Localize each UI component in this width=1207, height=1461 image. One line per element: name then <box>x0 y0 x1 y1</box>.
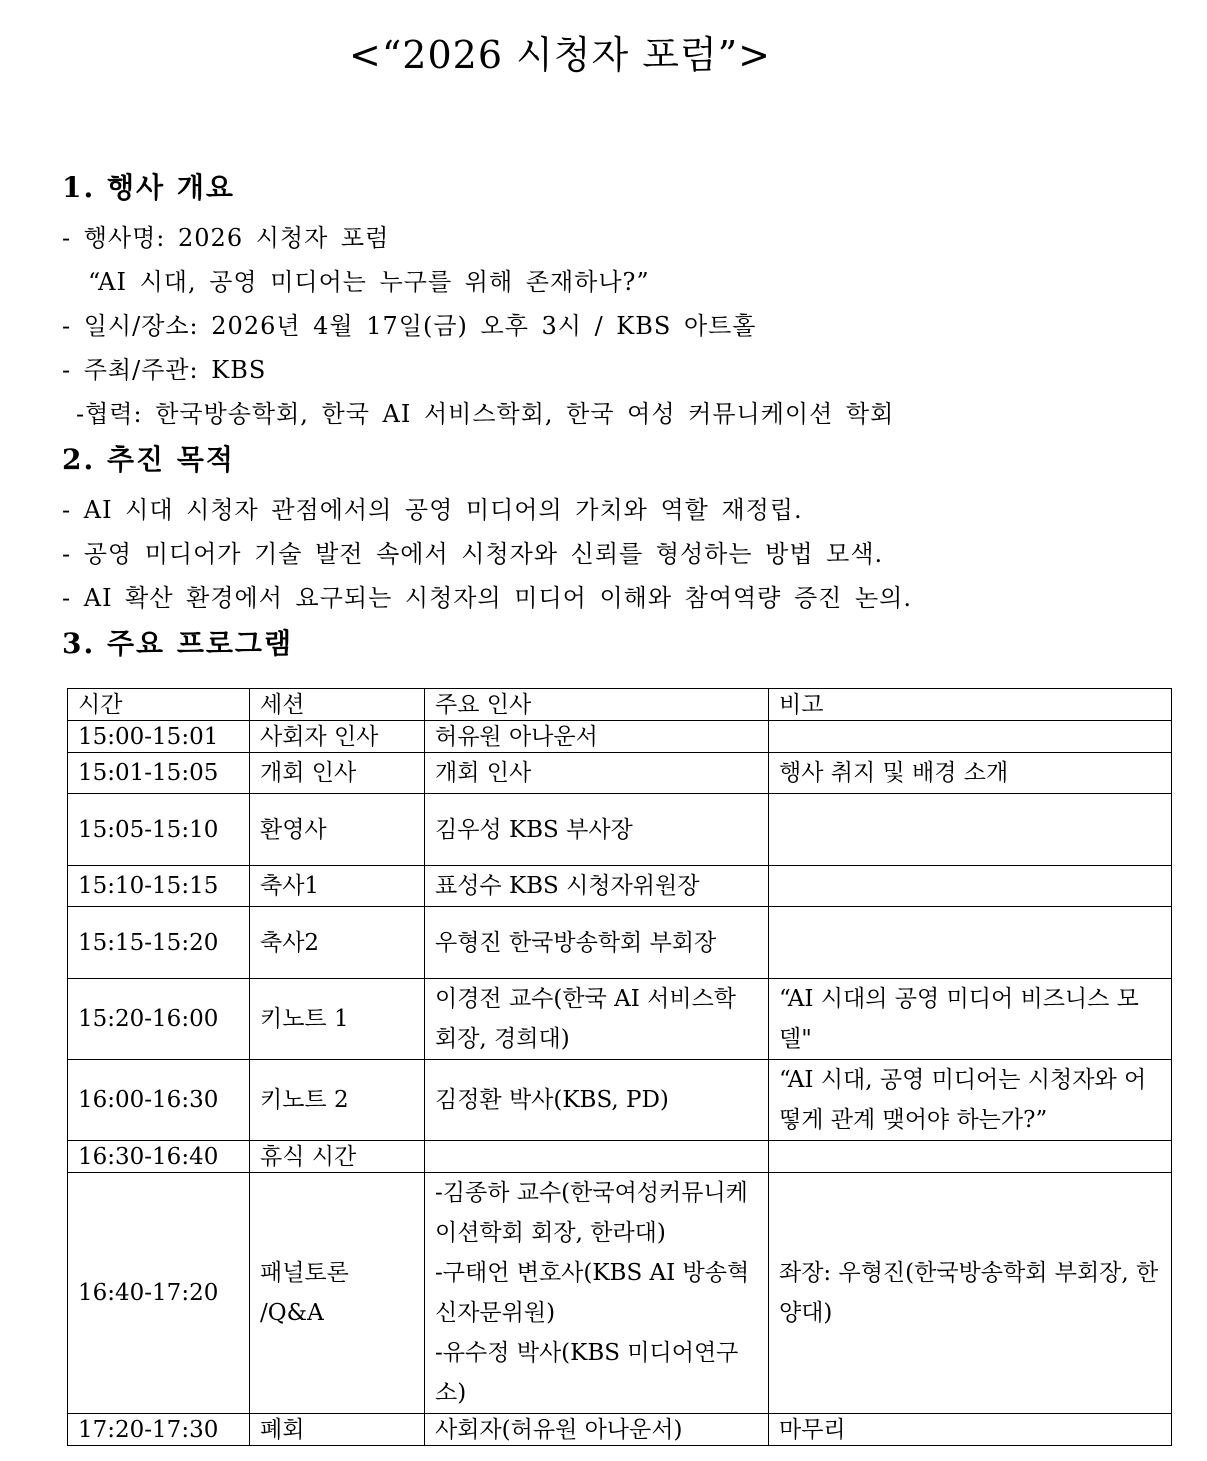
cell-session: 키노트 1 <box>250 979 425 1060</box>
section-heading-program: 3. 주요 프로그램 <box>62 627 294 660</box>
cell-person: 개회 인사 <box>425 753 769 794</box>
cell-note: “AI 시대, 공영 미디어는 시청자와 어떻게 관계 맺어야 하는가?” <box>769 1060 1172 1141</box>
table-row <box>68 721 1172 753</box>
purpose-item: - AI 확산 환경에서 요구되는 시청자의 미디어 이해와 참여역량 증진 논의. <box>62 584 912 612</box>
event-host: - 주최/주관: KBS <box>62 356 267 384</box>
event-partners: -협력: 한국방송학회, 한국 AI 서비스학회, 한국 여성 커뮤니케이션 학회 <box>76 400 895 428</box>
table-header-row <box>68 689 1172 721</box>
section-heading-overview: 1. 행사 개요 <box>62 171 235 204</box>
table-row <box>68 979 1172 1060</box>
cell-session: 휴식 시간 <box>250 1141 425 1173</box>
cell-time: 17:20-17:30 <box>68 1414 250 1446</box>
cell-time: 15:00-15:01 <box>68 721 250 753</box>
cell-session: 키노트 2 <box>250 1060 425 1141</box>
column-header-session: 세션 <box>250 689 425 721</box>
cell-person: 표성수 KBS 시청자위원장 <box>425 866 769 907</box>
panelist: -유수정 박사(KBS 미디어연구소) <box>435 1340 739 1406</box>
cell-time: 15:20-16:00 <box>68 979 250 1060</box>
cell-person: 김우성 KBS 부사장 <box>425 794 769 866</box>
event-subtitle: “AI 시대, 공영 미디어는 누구를 위해 존재하나?” <box>88 268 650 296</box>
cell-person: 이경전 교수(한국 AI 서비스학회장, 경희대) <box>425 979 769 1060</box>
cell-time: 15:10-15:15 <box>68 866 250 907</box>
cell-note: “AI 시대의 공영 미디어 비즈니스 모델" <box>769 979 1172 1060</box>
purpose-item: - 공영 미디어가 기술 발전 속에서 시청자와 신뢰를 형성하는 방법 모색. <box>62 540 884 568</box>
event-datetime: - 일시/장소: 2026년 4월 17일(금) 오후 3시 / KBS 아트홀 <box>62 312 757 340</box>
cell-note: 행사 취지 및 배경 소개 <box>769 753 1172 794</box>
table-row <box>68 1141 1172 1173</box>
cell-person <box>425 1141 769 1173</box>
cell-person: 우형진 한국방송학회 부회장 <box>425 907 769 979</box>
table-row <box>68 907 1172 979</box>
cell-time: 16:40-17:20 <box>68 1173 250 1414</box>
cell-session: 축사2 <box>250 907 425 979</box>
cell-person: 김정환 박사(KBS, PD) <box>425 1060 769 1141</box>
table-row <box>68 866 1172 907</box>
cell-note <box>769 866 1172 907</box>
cell-note: 좌장: 우형진(한국방송학회 부회장, 한양대) <box>769 1173 1172 1414</box>
column-header-time: 시간 <box>68 689 250 721</box>
cell-note <box>769 721 1172 753</box>
cell-note <box>769 907 1172 979</box>
cell-session: 패널토론 /Q&A <box>250 1173 425 1414</box>
cell-session: 사회자 인사 <box>250 721 425 753</box>
cell-note <box>769 794 1172 866</box>
panelist: -김종하 교수(한국여성커뮤니케이션학회 회장, 한라대) <box>435 1180 748 1246</box>
cell-session: 축사1 <box>250 866 425 907</box>
cell-time: 16:30-16:40 <box>68 1141 250 1173</box>
cell-person: 허유원 아나운서 <box>425 721 769 753</box>
cell-person-list <box>425 1173 769 1414</box>
table-row <box>68 1173 1172 1414</box>
cell-time: 15:01-15:05 <box>68 753 250 794</box>
cell-time: 16:00-16:30 <box>68 1060 250 1141</box>
cell-session: 환영사 <box>250 794 425 866</box>
program-table <box>67 688 1172 1446</box>
cell-time: 15:15-15:20 <box>68 907 250 979</box>
table-row <box>68 1414 1172 1446</box>
table-row <box>68 794 1172 866</box>
cell-person: 사회자(허유원 아나운서) <box>425 1414 769 1446</box>
cell-note <box>769 1141 1172 1173</box>
panelist: -구태언 변호사(KBS AI 방송혁신자문위원) <box>435 1260 750 1326</box>
column-header-person: 주요 인사 <box>425 689 769 721</box>
cell-time: 15:05-15:10 <box>68 794 250 866</box>
cell-session: 폐회 <box>250 1414 425 1446</box>
section-heading-purpose: 2. 추진 목적 <box>62 443 235 476</box>
purpose-item: - AI 시대 시청자 관점에서의 공영 미디어의 가치와 역할 재정립. <box>62 496 803 524</box>
page-title: <“2026 시청자 포럼”> <box>349 33 771 77</box>
table-row <box>68 1060 1172 1141</box>
cell-session: 개회 인사 <box>250 753 425 794</box>
table-row <box>68 753 1172 794</box>
event-name: - 행사명: 2026 시청자 포럼 <box>62 224 390 252</box>
column-header-note: 비고 <box>769 689 1172 721</box>
cell-note: 마무리 <box>769 1414 1172 1446</box>
